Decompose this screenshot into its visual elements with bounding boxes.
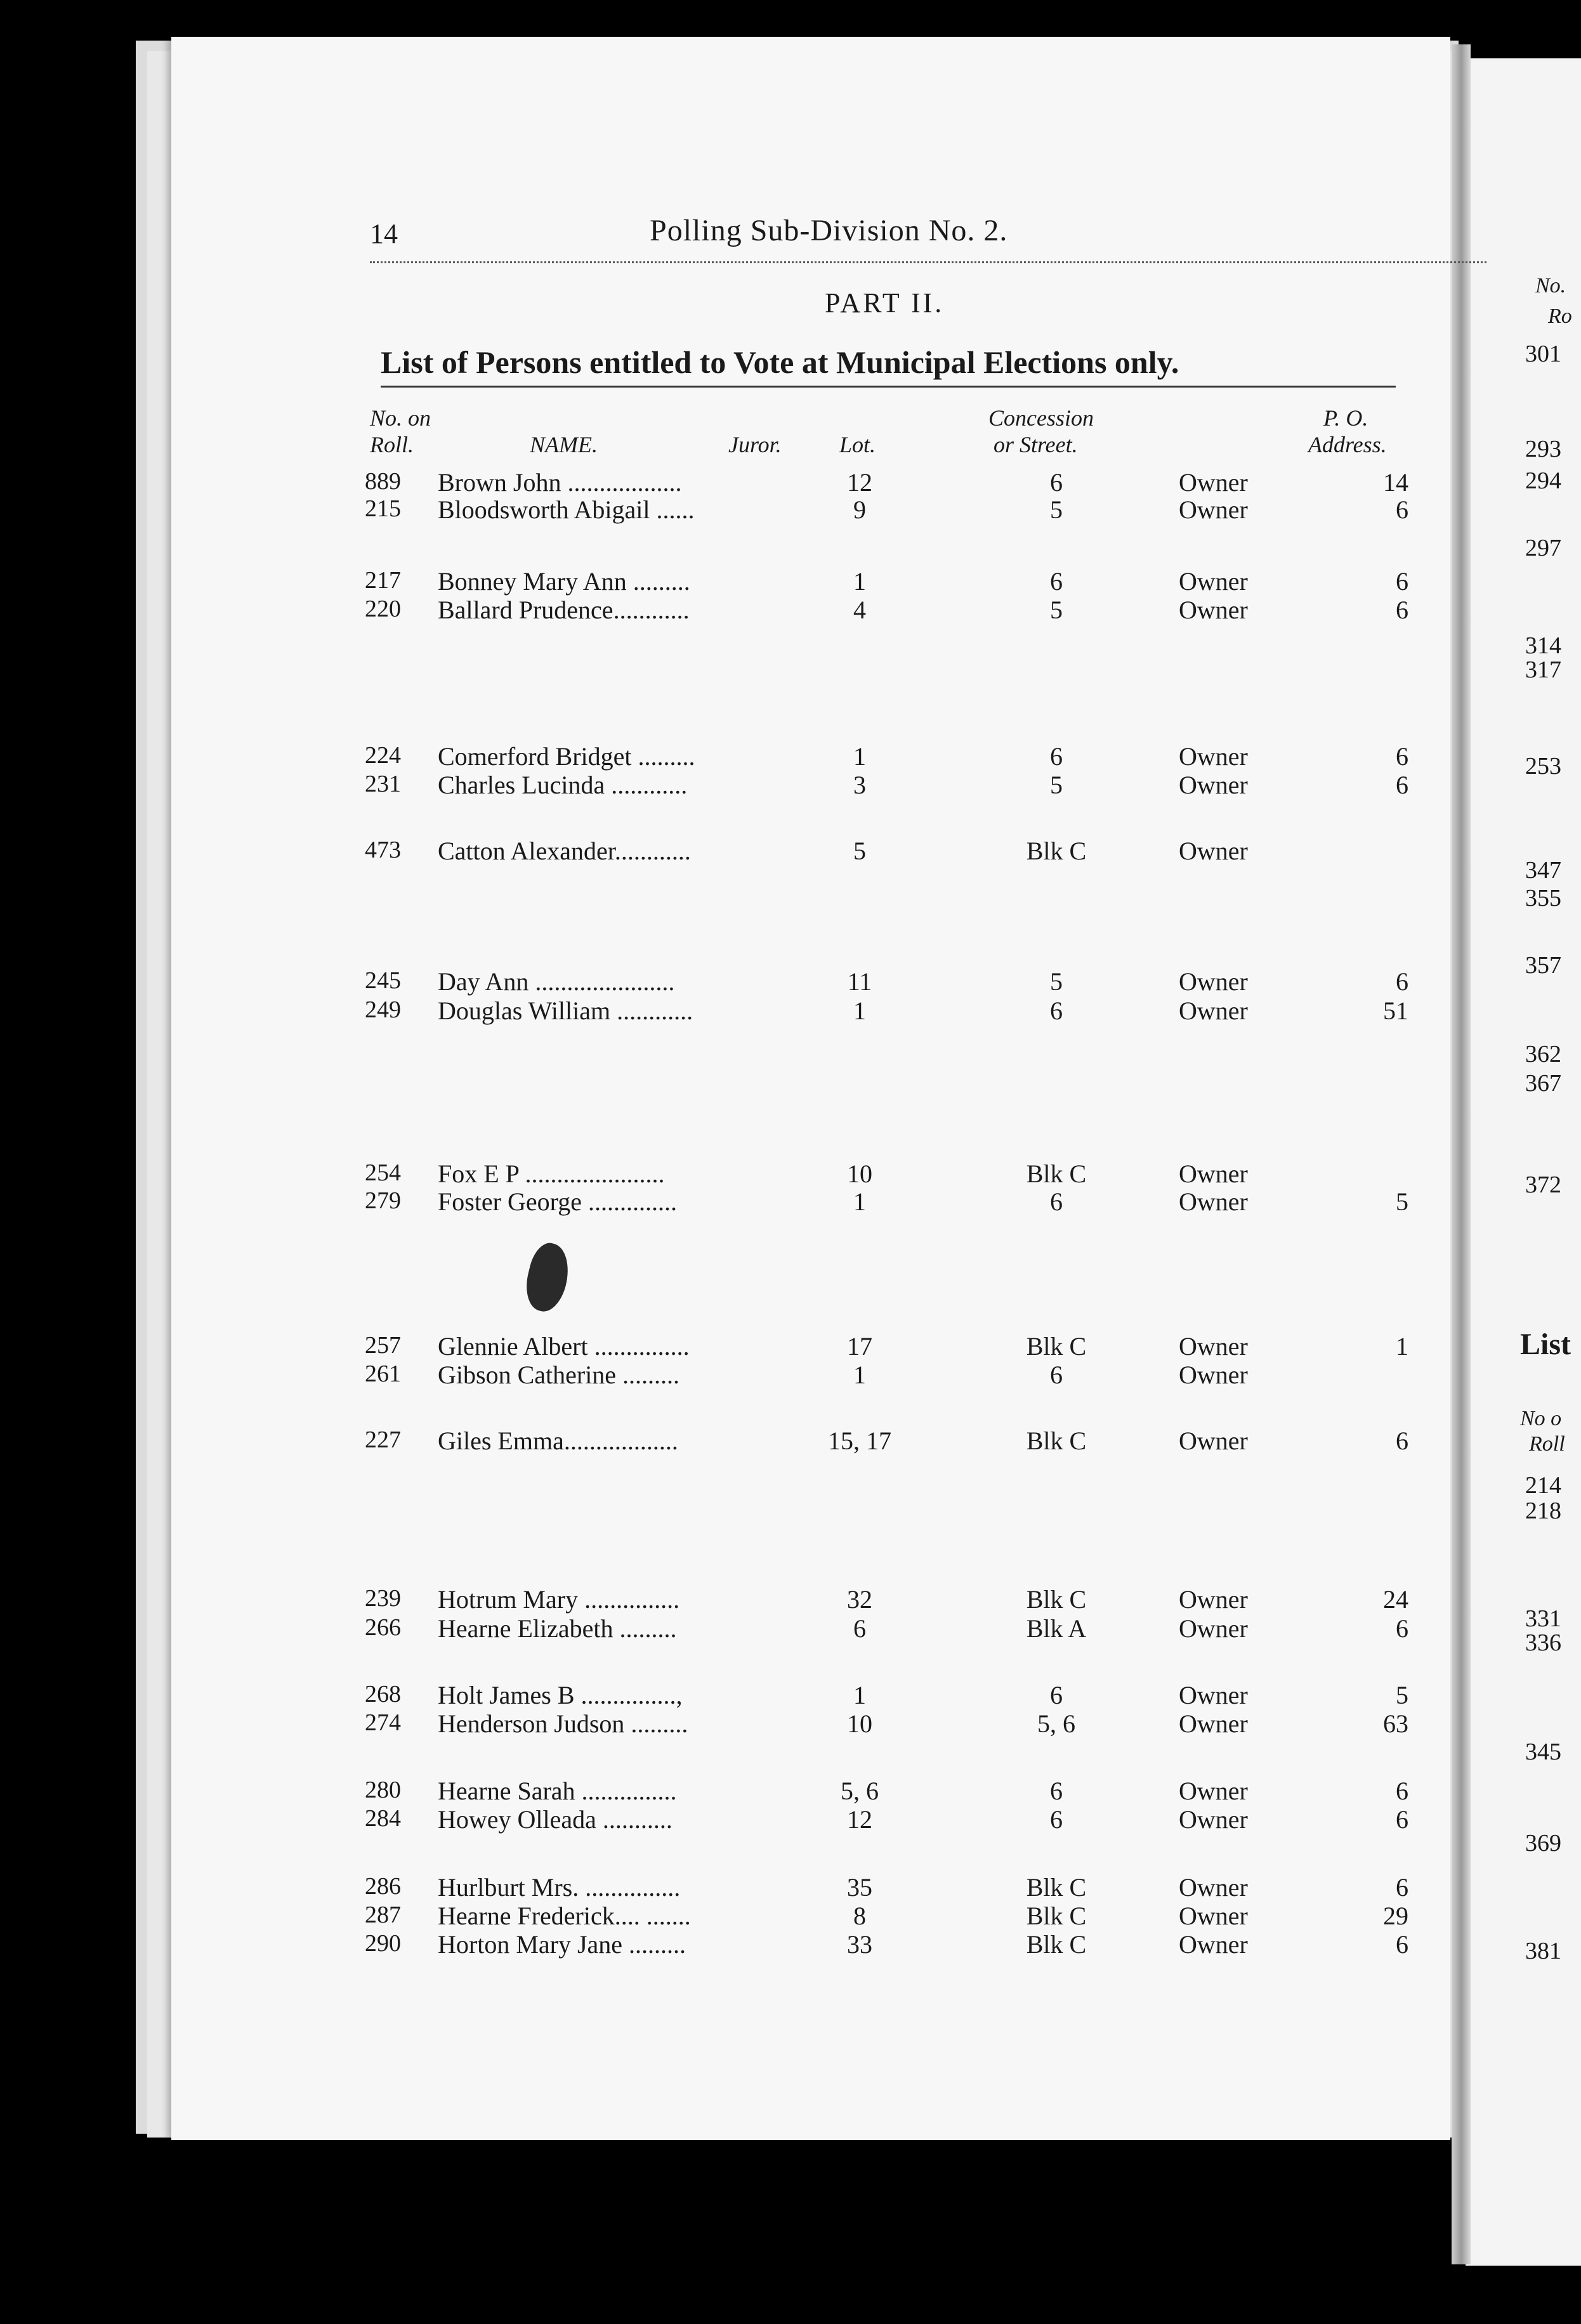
lot-number: 3 — [853, 771, 866, 799]
owner-status: Owner — [1179, 1426, 1248, 1455]
lot-number: 32 — [847, 1585, 872, 1614]
concession: 6 — [1050, 742, 1063, 771]
voter-name: Comerford Bridget ......... — [438, 742, 695, 771]
lot-number: 33 — [847, 1930, 872, 1959]
lot-number: 8 — [853, 1902, 866, 1930]
concession: Blk C — [1026, 1159, 1087, 1188]
col-header-no-line2: Roll. — [370, 432, 414, 457]
col-header-concession-line1: Concession — [988, 405, 1094, 431]
concession: 6 — [1050, 567, 1063, 596]
owner-status: Owner — [1179, 996, 1248, 1025]
roll-number: 274 — [365, 1709, 401, 1736]
po-address: 6 — [1396, 1777, 1408, 1805]
voter-name: Hurlburt Mrs. ............... — [438, 1873, 681, 1902]
po-address: 6 — [1396, 742, 1408, 771]
edge-header: No. — [1535, 274, 1566, 297]
concession: Blk C — [1026, 1426, 1087, 1455]
owner-status: Owner — [1179, 1805, 1248, 1834]
voter-name: Douglas William ............ — [438, 996, 693, 1025]
owner-status: Owner — [1179, 1709, 1248, 1738]
owner-status: Owner — [1179, 495, 1248, 524]
roll-number: 257 — [365, 1332, 401, 1359]
roll-number: 215 — [365, 495, 401, 522]
edge-roll-number: 317 — [1525, 656, 1561, 683]
concession: 5 — [1050, 596, 1063, 624]
owner-status: Owner — [1179, 1614, 1248, 1643]
owner-status: Owner — [1179, 967, 1248, 996]
owner-status: Owner — [1179, 1361, 1248, 1389]
lot-number: 1 — [853, 1361, 866, 1389]
owner-status: Owner — [1179, 468, 1248, 497]
roll-number: 284 — [365, 1805, 401, 1832]
po-address: 5 — [1396, 1187, 1408, 1216]
owner-status: Owner — [1179, 837, 1248, 865]
voter-name: Howey Olleada ........... — [438, 1805, 672, 1834]
concession: 6 — [1050, 1805, 1063, 1834]
lot-number: 5, 6 — [841, 1777, 879, 1805]
concession: Blk C — [1026, 837, 1087, 865]
lot-number: 15, 17 — [828, 1426, 891, 1455]
edge-subheader: Roll — [1529, 1432, 1565, 1456]
po-address: 51 — [1383, 996, 1408, 1025]
lot-number: 35 — [847, 1873, 872, 1902]
roll-number: 217 — [365, 567, 401, 594]
concession: 6 — [1050, 1681, 1063, 1709]
edge-roll-number: 381 — [1525, 1938, 1561, 1964]
voter-name: Brown John .................. — [438, 468, 682, 497]
concession: Blk C — [1026, 1332, 1087, 1361]
po-address: 14 — [1383, 468, 1408, 497]
owner-status: Owner — [1179, 1332, 1248, 1361]
edge-roll-number: 372 — [1525, 1172, 1561, 1198]
lot-number: 12 — [847, 468, 872, 497]
roll-number: 254 — [365, 1159, 401, 1186]
edge-roll-number: 336 — [1525, 1629, 1561, 1656]
roll-number: 249 — [365, 996, 401, 1023]
roll-number: 473 — [365, 837, 401, 863]
voter-name: Foster George .............. — [438, 1187, 677, 1216]
po-address: 6 — [1396, 567, 1408, 596]
owner-status: Owner — [1179, 1777, 1248, 1805]
voter-name: Giles Emma.................. — [438, 1426, 678, 1455]
concession: 6 — [1050, 1777, 1063, 1805]
voter-name: Hotrum Mary ............... — [438, 1585, 680, 1614]
voter-name: Catton Alexander............ — [438, 837, 691, 865]
roll-number: 290 — [365, 1930, 401, 1957]
edge-header: Ro — [1548, 304, 1572, 328]
roll-number: 268 — [365, 1681, 401, 1707]
page-header-title: Polling Sub-Division No. 2. — [650, 214, 1008, 247]
lot-number: 10 — [847, 1159, 872, 1188]
part-heading: PART II. — [825, 287, 945, 318]
concession: 5, 6 — [1037, 1709, 1075, 1738]
roll-number: 287 — [365, 1902, 401, 1928]
owner-status: Owner — [1179, 1873, 1248, 1902]
lot-number: 10 — [847, 1709, 872, 1738]
concession: 6 — [1050, 468, 1063, 497]
owner-status: Owner — [1179, 1187, 1248, 1216]
concession: 5 — [1050, 495, 1063, 524]
voter-name: Charles Lucinda ............ — [438, 771, 688, 799]
concession: Blk C — [1026, 1930, 1087, 1959]
lot-number: 12 — [847, 1805, 872, 1834]
po-address: 5 — [1396, 1681, 1408, 1709]
edge-roll-number: 297 — [1525, 535, 1561, 561]
col-header-no-line1: No. on — [370, 405, 431, 431]
po-address: 29 — [1383, 1902, 1408, 1930]
edge-roll-number: 314 — [1525, 632, 1561, 659]
voter-name: Horton Mary Jane ......... — [438, 1930, 686, 1959]
voter-name: Holt James B ..............., — [438, 1681, 683, 1709]
owner-status: Owner — [1179, 742, 1248, 771]
po-address: 6 — [1396, 771, 1408, 799]
col-header-concession-line2: or Street. — [994, 432, 1078, 457]
page-number: 14 — [370, 218, 398, 249]
po-address: 6 — [1396, 1805, 1408, 1834]
col-header-po-line1: P. O. — [1323, 405, 1368, 431]
voter-name: Fox E P ...................... — [438, 1159, 665, 1188]
lot-number: 17 — [847, 1332, 872, 1361]
owner-status: Owner — [1179, 771, 1248, 799]
po-address: 6 — [1396, 1873, 1408, 1902]
voter-name: Bonney Mary Ann ......... — [438, 567, 690, 596]
po-address: 1 — [1396, 1332, 1408, 1361]
roll-number: 261 — [365, 1361, 401, 1387]
voter-name: Glennie Albert ............... — [438, 1332, 690, 1361]
edge-roll-number: 293 — [1525, 436, 1561, 462]
edge-roll-number: 331 — [1525, 1605, 1561, 1632]
edge-roll-number: 357 — [1525, 952, 1561, 979]
edge-list-label: List — [1520, 1328, 1571, 1361]
edge-roll-number: 214 — [1525, 1472, 1561, 1499]
roll-number: 889 — [365, 468, 401, 495]
lot-number: 1 — [853, 742, 866, 771]
lot-number: 9 — [853, 495, 866, 524]
edge-roll-number: 301 — [1525, 341, 1561, 367]
edge-subheader: No o — [1520, 1407, 1562, 1430]
lot-number: 5 — [853, 837, 866, 865]
roll-number: 286 — [365, 1873, 401, 1900]
owner-status: Owner — [1179, 1159, 1248, 1188]
voter-name: Bloodsworth Abigail ...... — [438, 495, 695, 524]
roll-number: 280 — [365, 1777, 401, 1803]
concession: Blk C — [1026, 1873, 1087, 1902]
owner-status: Owner — [1179, 567, 1248, 596]
edge-roll-number: 218 — [1525, 1498, 1561, 1524]
facing-page — [1466, 58, 1581, 2266]
edge-roll-number: 347 — [1525, 857, 1561, 884]
voter-name: Henderson Judson ......... — [438, 1709, 688, 1738]
roll-number: 245 — [365, 967, 401, 994]
concession: 6 — [1050, 1361, 1063, 1389]
roll-number: 224 — [365, 742, 401, 769]
roll-number: 279 — [365, 1187, 401, 1214]
po-address: 63 — [1383, 1709, 1408, 1738]
po-address: 6 — [1396, 596, 1408, 624]
concession: Blk C — [1026, 1585, 1087, 1614]
lot-number: 1 — [853, 1187, 866, 1216]
po-address: 6 — [1396, 1426, 1408, 1455]
roll-number: 231 — [365, 771, 401, 797]
voter-name: Hearne Frederick.... ....... — [438, 1902, 691, 1930]
owner-status: Owner — [1179, 1681, 1248, 1709]
po-address: 6 — [1396, 1614, 1408, 1643]
roll-number: 239 — [365, 1585, 401, 1612]
lot-number: 1 — [853, 1681, 866, 1709]
owner-status: Owner — [1179, 1930, 1248, 1959]
col-header-lot: Lot. — [839, 432, 876, 457]
title-rule — [381, 386, 1396, 388]
po-address: 6 — [1396, 495, 1408, 524]
book-gutter — [1452, 44, 1471, 2264]
owner-status: Owner — [1179, 1585, 1248, 1614]
concession: 5 — [1050, 967, 1063, 996]
concession: Blk A — [1026, 1614, 1087, 1643]
edge-roll-number: 367 — [1525, 1070, 1561, 1097]
col-header-juror: Juror. — [728, 432, 782, 457]
owner-status: Owner — [1179, 596, 1248, 624]
lot-number: 6 — [853, 1614, 866, 1643]
voter-name: Hearne Sarah ............... — [438, 1777, 677, 1805]
lot-number: 1 — [853, 567, 866, 596]
edge-roll-number: 294 — [1525, 467, 1561, 494]
roll-number: 220 — [365, 596, 401, 622]
po-address: 6 — [1396, 967, 1408, 996]
edge-roll-number: 362 — [1525, 1041, 1561, 1067]
concession: 6 — [1050, 996, 1063, 1025]
owner-status: Owner — [1179, 1902, 1248, 1930]
list-title: List of Persons entitled to Vote at Municipal Elections only. — [381, 344, 1179, 380]
concession: 6 — [1050, 1187, 1063, 1216]
po-address: 6 — [1396, 1930, 1408, 1959]
concession: Blk C — [1026, 1902, 1087, 1930]
lot-number: 1 — [853, 996, 866, 1025]
col-header-po-line2: Address. — [1308, 432, 1387, 457]
voter-name: Hearne Elizabeth ......... — [438, 1614, 677, 1643]
col-header-name: NAME. — [530, 432, 598, 457]
lot-number: 4 — [853, 596, 866, 624]
edge-roll-number: 355 — [1525, 885, 1561, 911]
voter-name: Gibson Catherine ......... — [438, 1361, 680, 1389]
concession: 5 — [1050, 771, 1063, 799]
voter-name: Day Ann ...................... — [438, 967, 675, 996]
edge-roll-number: 345 — [1525, 1739, 1561, 1765]
roll-number: 266 — [365, 1614, 401, 1641]
voter-name: Ballard Prudence............ — [438, 596, 690, 624]
roll-number: 227 — [365, 1426, 401, 1453]
lot-number: 11 — [847, 967, 872, 996]
header-rule — [370, 261, 1486, 263]
edge-roll-number: 369 — [1525, 1830, 1561, 1857]
po-address: 24 — [1383, 1585, 1408, 1614]
edge-roll-number: 253 — [1525, 753, 1561, 780]
